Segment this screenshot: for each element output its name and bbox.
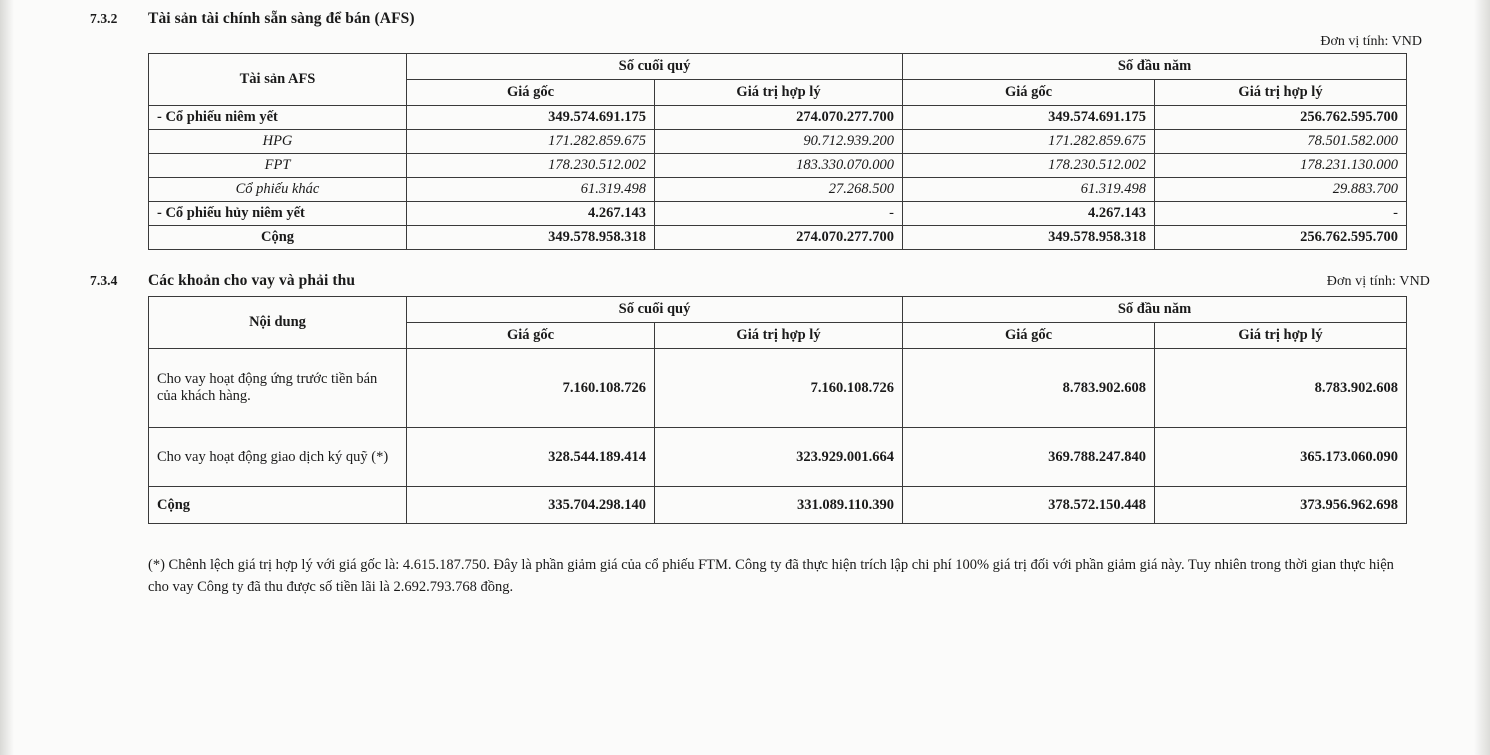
loans-col-group-begin: Số đầu năm — [903, 297, 1407, 323]
loans-cell-begin-cost: 8.783.902.608 — [903, 349, 1155, 428]
afs-total-end-fv: 274.070.277.700 — [655, 226, 903, 250]
afs-row-label: - Cổ phiếu niêm yết — [149, 106, 407, 130]
afs-total-begin-fv: 256.762.595.700 — [1155, 226, 1407, 250]
afs-cell-begin-fv: 78.501.582.000 — [1155, 130, 1407, 154]
footnote — [148, 554, 1398, 599]
afs-cell-begin-cost: 178.230.512.002 — [903, 154, 1155, 178]
loans-cell-begin-cost: 369.788.247.840 — [903, 428, 1155, 487]
table-total-row — [149, 226, 1407, 250]
afs-row-label: FPT — [149, 154, 407, 178]
afs-cell-end-cost: 178.230.512.002 — [407, 154, 655, 178]
afs-cell-end-cost: 349.574.691.175 — [407, 106, 655, 130]
section-number-afs: 7.3.2 — [90, 11, 118, 26]
loans-cell-end-fv: 7.160.108.726 — [655, 349, 903, 428]
section-heading-afs — [90, 10, 1430, 28]
afs-total-label: Cộng — [149, 226, 407, 250]
afs-cell-end-fv: 183.330.070.000 — [655, 154, 903, 178]
table-row — [149, 202, 1407, 226]
afs-cell-begin-fv: 178.231.130.000 — [1155, 154, 1407, 178]
afs-col-group-begin: Số đầu năm — [903, 54, 1407, 80]
afs-cell-end-fv: - — [655, 202, 903, 226]
loans-cell-end-cost: 328.544.189.414 — [407, 428, 655, 487]
loans-col-begin-cost: Giá gốc — [903, 323, 1155, 349]
section-title-loans: Các khoản cho vay và phải thu — [148, 272, 356, 289]
afs-cell-begin-fv: 256.762.595.700 — [1155, 106, 1407, 130]
loans-col-begin-fv: Giá trị hợp lý — [1155, 323, 1407, 349]
afs-cell-begin-fv: - — [1155, 202, 1407, 226]
afs-cell-begin-fv: 29.883.700 — [1155, 178, 1407, 202]
table-header-row — [149, 297, 1407, 323]
footnote-text: (*) Chênh lệch giá trị hợp lý với giá gốc là: 4.615.187.750. Đây là phần giảm giá của cổ phiếu FTM. Công ty đã thực hiện trích lập chi phí 100% giá trị đối với phần giảm giá này. Tuy nhiên trong thời gian thực hiện cho vay Công ty đã thu được số tiền lãi là 2.692.793.768 đồng. — [148, 557, 1394, 596]
afs-col-begin-cost: Giá gốc — [903, 80, 1155, 106]
table-row — [149, 106, 1407, 130]
afs-cell-end-cost: 61.319.498 — [407, 178, 655, 202]
loans-cell-end-fv: 323.929.001.664 — [655, 428, 903, 487]
section-spacer — [90, 250, 1430, 272]
loans-total-begin-fv: 373.956.962.698 — [1155, 487, 1407, 524]
afs-row-label: Cổ phiếu khác — [149, 178, 407, 202]
afs-col-group-end: Số cuối quý — [407, 54, 903, 80]
afs-table — [148, 53, 1407, 250]
loans-cell-end-cost: 7.160.108.726 — [407, 349, 655, 428]
afs-cell-end-cost: 171.282.859.675 — [407, 130, 655, 154]
loans-col-group-end: Số cuối quý — [407, 297, 903, 323]
loans-cell-begin-fv: 365.173.060.090 — [1155, 428, 1407, 487]
loans-row-label: Cho vay hoạt động ứng trước tiền bán của khách hàng. — [149, 349, 407, 428]
unit-label-loans: Đơn vị tính: VND — [1326, 274, 1430, 289]
loans-cell-begin-fv: 8.783.902.608 — [1155, 349, 1407, 428]
afs-total-end-cost: 349.578.958.318 — [407, 226, 655, 250]
afs-cell-begin-cost: 4.267.143 — [903, 202, 1155, 226]
loans-col-end-cost: Giá gốc — [407, 323, 655, 349]
table-row — [149, 349, 1407, 428]
section-number-loans: 7.3.4 — [90, 273, 118, 288]
afs-col-row-header: Tài sản AFS — [149, 54, 407, 106]
afs-row-label: - Cổ phiếu hủy niêm yết — [149, 202, 407, 226]
afs-cell-begin-cost: 61.319.498 — [903, 178, 1155, 202]
loans-col-row-header: Nội dung — [149, 297, 407, 349]
afs-col-end-fv: Giá trị hợp lý — [655, 80, 903, 106]
loans-table — [148, 296, 1407, 524]
afs-cell-begin-cost: 349.574.691.175 — [903, 106, 1155, 130]
afs-col-end-cost: Giá gốc — [407, 80, 655, 106]
section-heading-loans — [90, 272, 1430, 290]
afs-total-begin-cost: 349.578.958.318 — [903, 226, 1155, 250]
table-row — [149, 154, 1407, 178]
loans-total-end-fv: 331.089.110.390 — [655, 487, 903, 524]
section-title-afs: Tài sản tài chính sẵn sàng để bán (AFS) — [148, 10, 415, 27]
afs-row-label: HPG — [149, 130, 407, 154]
table-total-row — [149, 487, 1407, 524]
afs-cell-end-fv: 90.712.939.200 — [655, 130, 903, 154]
afs-cell-begin-cost: 171.282.859.675 — [903, 130, 1155, 154]
table-row — [149, 428, 1407, 487]
loans-total-label: Cộng — [149, 487, 407, 524]
loans-total-end-cost: 335.704.298.140 — [407, 487, 655, 524]
afs-cell-end-fv: 27.268.500 — [655, 178, 903, 202]
table-header-row — [149, 54, 1407, 80]
loans-row-label: Cho vay hoạt động giao dịch ký quỹ (*) — [149, 428, 407, 487]
unit-label-afs: Đơn vị tính: VND — [1320, 34, 1422, 49]
table-row — [149, 178, 1407, 202]
loans-total-begin-cost: 378.572.150.448 — [903, 487, 1155, 524]
loans-col-end-fv: Giá trị hợp lý — [655, 323, 903, 349]
afs-col-begin-fv: Giá trị hợp lý — [1155, 80, 1407, 106]
table-row — [149, 130, 1407, 154]
afs-cell-end-fv: 274.070.277.700 — [655, 106, 903, 130]
afs-cell-end-cost: 4.267.143 — [407, 202, 655, 226]
